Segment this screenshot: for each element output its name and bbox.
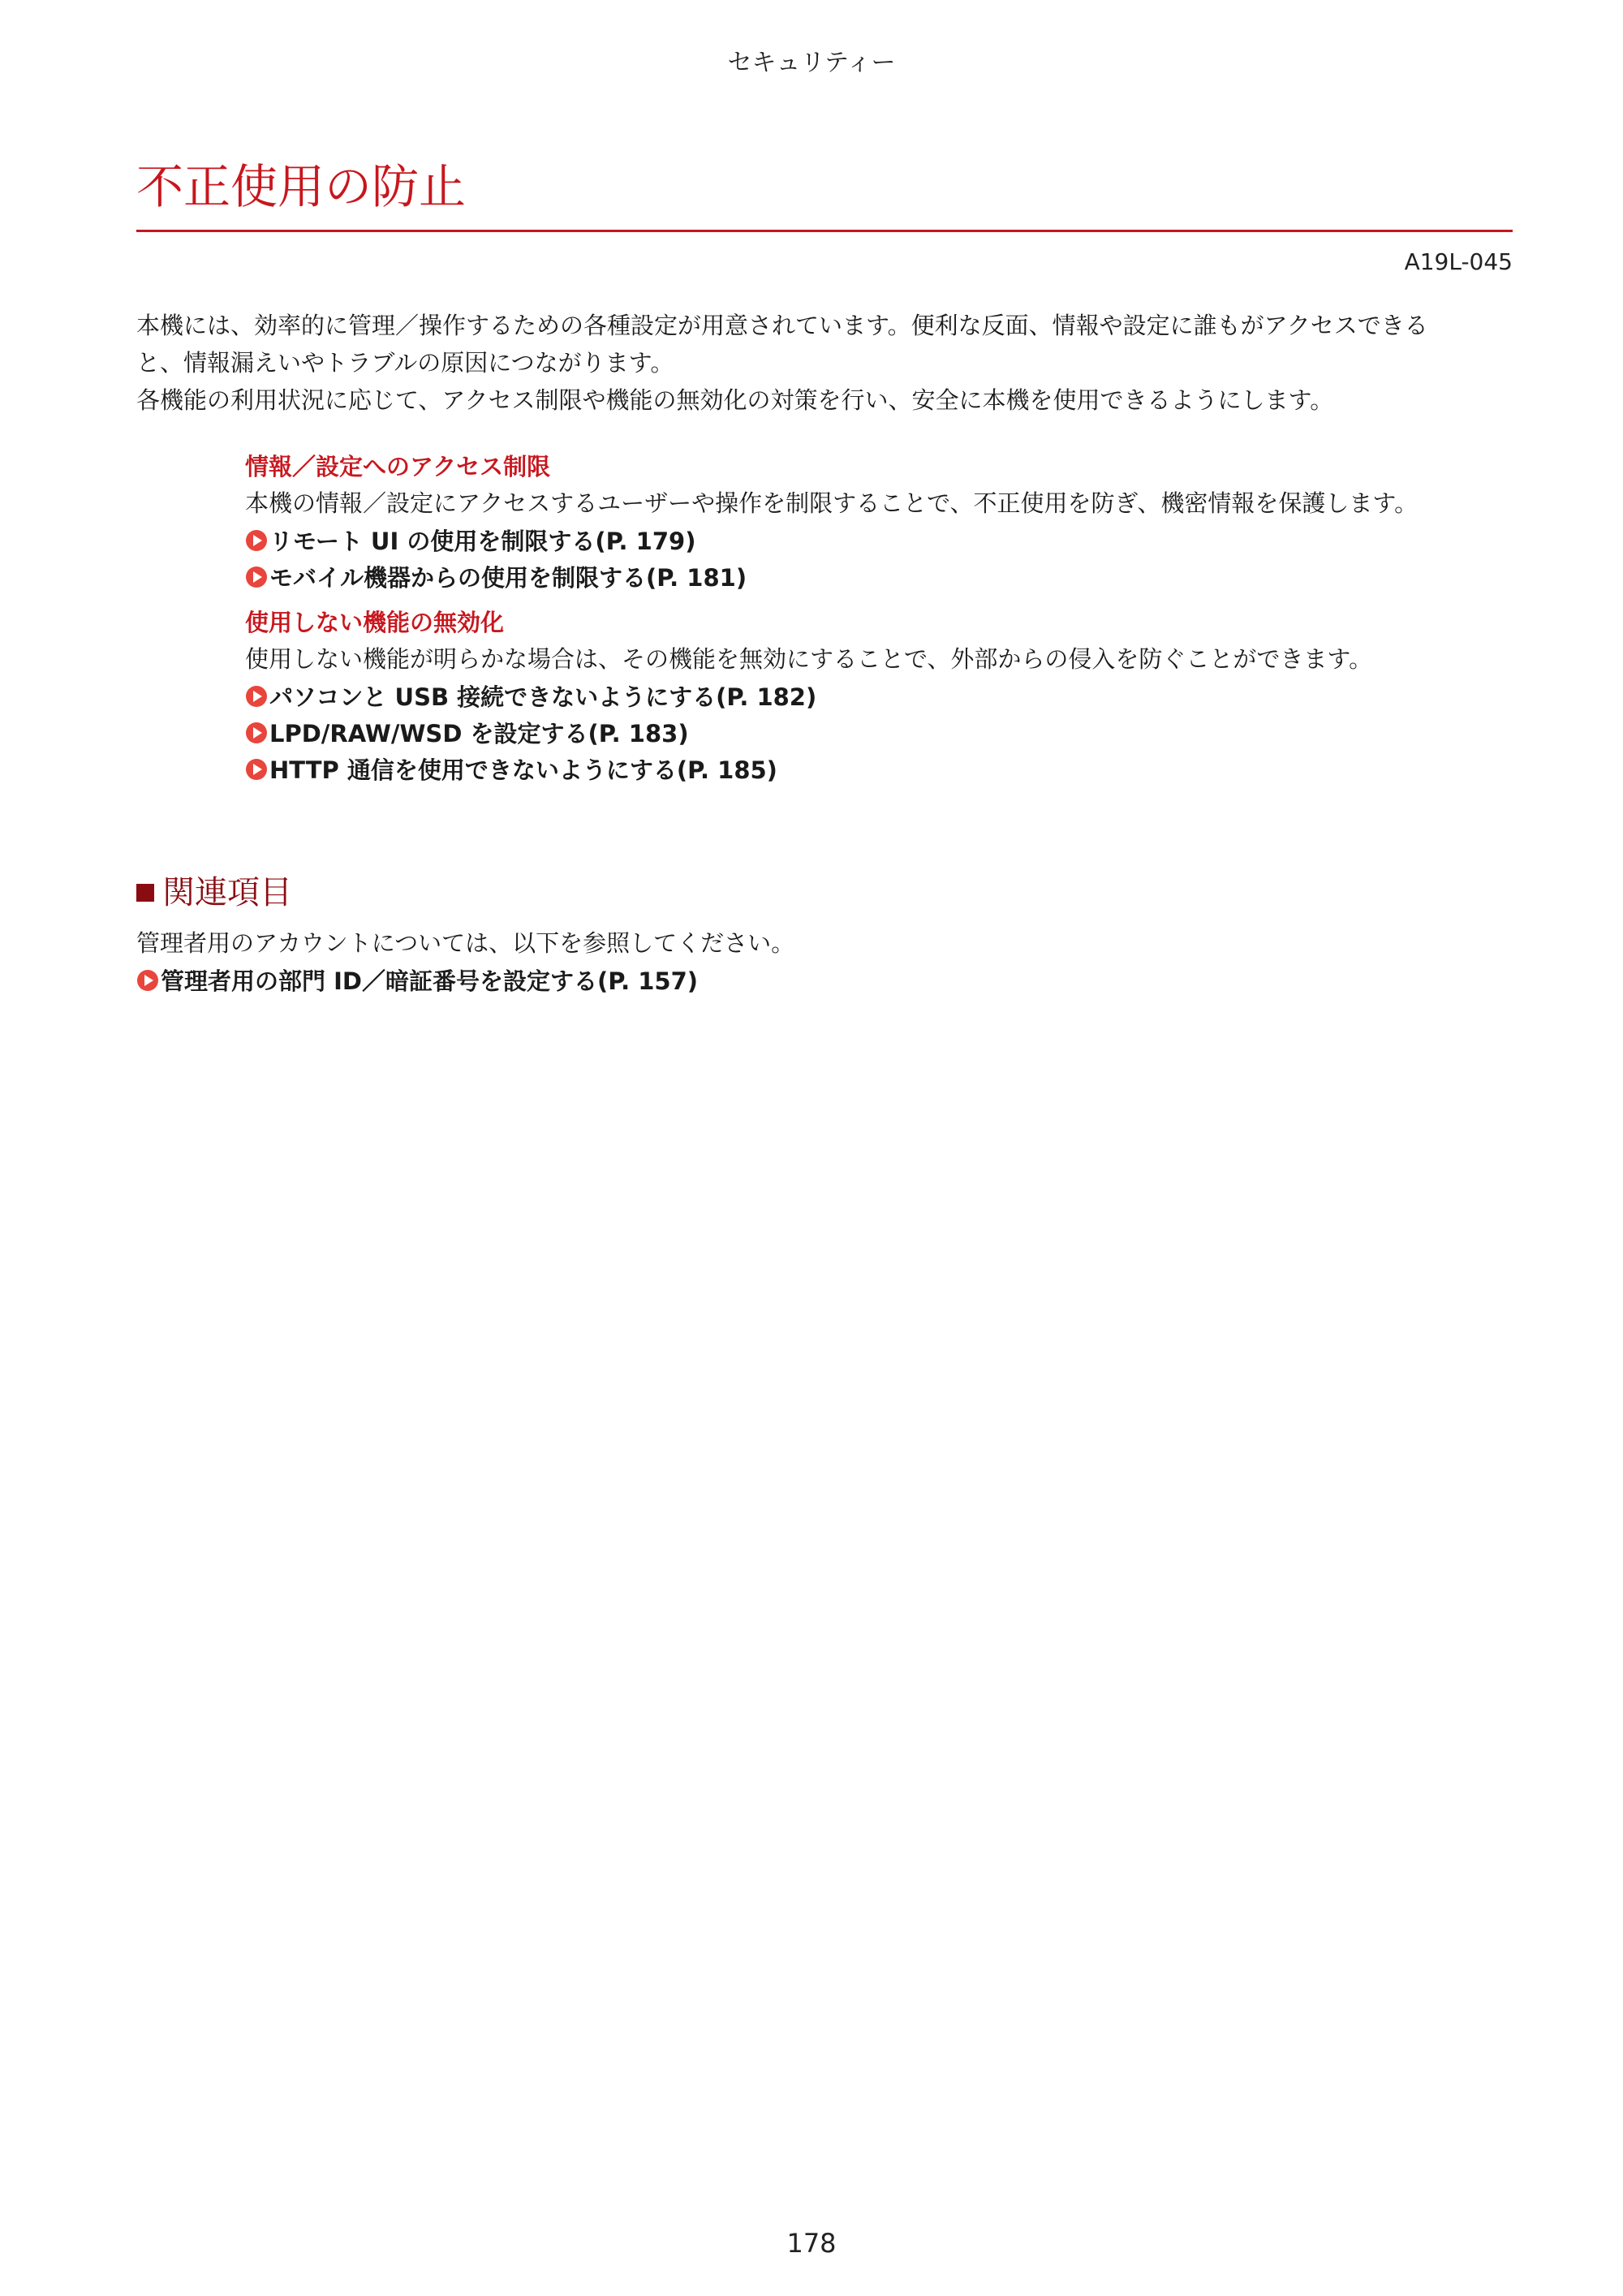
intro-line: 本機には、効率的に管理／操作するための各種設定が用意されています。便利な反面、情報や設定に誰もがアクセスできる bbox=[136, 312, 1428, 339]
intro-line: 各機能の利用状況に応じて、アクセス制限や機能の無効化の対策を行い、安全に本機を使用できるようにします。 bbox=[136, 386, 1334, 414]
link-text: リモート UI の使用を制限する(P. 179) bbox=[269, 528, 696, 555]
feature-sections bbox=[245, 449, 1543, 797]
section-heading: 情報／設定へのアクセス制限 bbox=[245, 453, 551, 480]
page-number: 178 bbox=[786, 2228, 837, 2259]
link-text: モバイル機器からの使用を制限する(P. 181) bbox=[269, 564, 747, 592]
square-bullet-icon bbox=[136, 884, 154, 902]
page-title: 不正使用の防止 bbox=[136, 159, 467, 214]
play-circle-icon bbox=[245, 566, 268, 588]
running-header: セキュリティー bbox=[727, 49, 896, 77]
section-heading: 使用しない機能の無効化 bbox=[245, 609, 505, 636]
play-circle-icon bbox=[136, 969, 159, 992]
section-description: 使用しない機能が明らかな場合は、その機能を無効にすることで、外部からの侵入を防ぐことができます。 bbox=[245, 645, 1373, 673]
play-circle-icon bbox=[245, 758, 268, 781]
section-disable-functions bbox=[245, 605, 1543, 787]
link-lpd-raw-wsd[interactable] bbox=[245, 714, 1543, 751]
section-access-restriction bbox=[245, 449, 1543, 595]
play-circle-icon bbox=[245, 529, 268, 552]
link-text: HTTP 通信を使用できないようにする(P. 185) bbox=[269, 756, 777, 784]
link-remote-ui-restrict[interactable] bbox=[245, 522, 1543, 558]
title-rule bbox=[136, 230, 1513, 232]
related-heading bbox=[136, 867, 1516, 919]
related-description: 管理者用のアカウントについては、以下を参照してください。 bbox=[136, 929, 795, 957]
document-code: A19L-045 bbox=[1404, 248, 1513, 275]
link-http-disable[interactable] bbox=[245, 751, 1543, 787]
related-heading-text: 関連項目 bbox=[162, 874, 292, 911]
play-circle-icon bbox=[245, 685, 268, 708]
link-text: 管理者用の部門 ID／暗証番号を設定する(P. 157) bbox=[161, 967, 699, 995]
intro-paragraph bbox=[136, 307, 1516, 419]
related-items bbox=[136, 867, 1516, 998]
intro-line: と、情報漏えいやトラブルの原因につながります。 bbox=[136, 349, 674, 377]
link-usb-disable[interactable] bbox=[245, 678, 1543, 714]
link-text: パソコンと USB 接続できないようにする(P. 182) bbox=[269, 683, 817, 711]
link-text: LPD/RAW/WSD を設定する(P. 183) bbox=[269, 720, 689, 747]
link-admin-dept-id[interactable] bbox=[136, 962, 1516, 998]
link-mobile-restrict[interactable] bbox=[245, 558, 1543, 595]
section-description: 本機の情報／設定にアクセスするユーザーや操作を制限することで、不正使用を防ぎ、機密情報を保護します。 bbox=[245, 489, 1419, 517]
play-circle-icon bbox=[245, 722, 268, 744]
